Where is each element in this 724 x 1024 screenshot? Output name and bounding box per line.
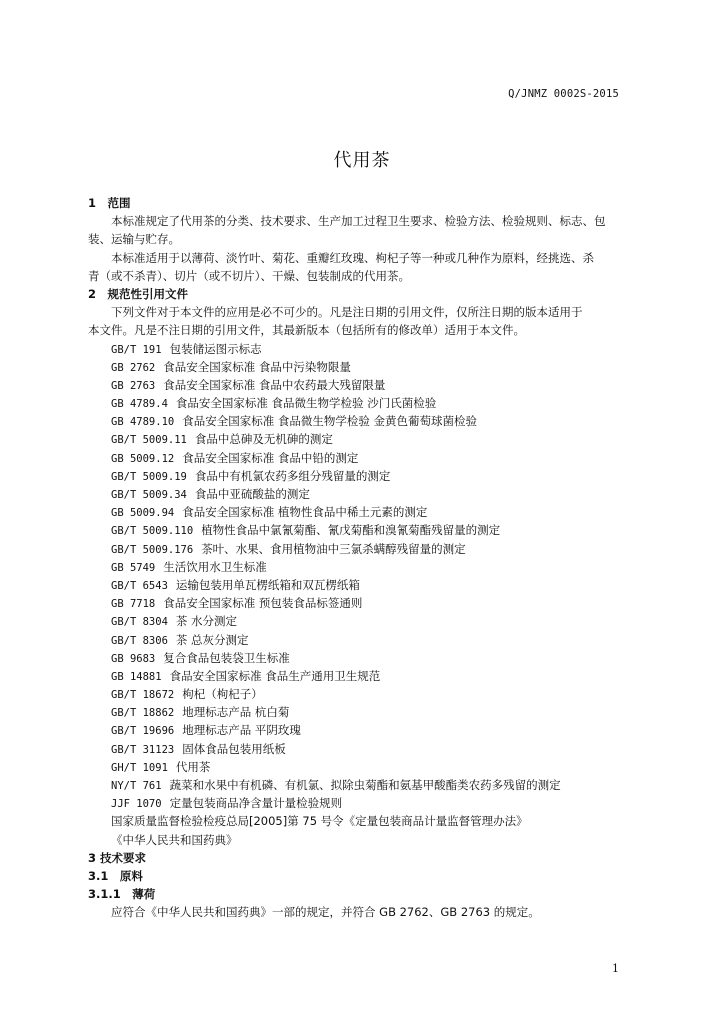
reference-item <box>88 576 636 594</box>
paragraph-line: 本标准规定了代用茶的分类、技术要求、生产加工过程卫生要求、检验方法、检验规则、标志、包 <box>111 214 606 229</box>
reference-title: 包装储运图示标志 <box>169 341 262 356</box>
reference-item <box>88 740 636 758</box>
reference-title: 食品中亚硫酸盐的测定 <box>194 487 310 501</box>
reference-code: GB/T 18862 <box>111 707 175 720</box>
reference-code: GB/T 18672 <box>111 689 175 702</box>
reference-code: GB 2762 <box>111 361 156 374</box>
reference-item <box>88 412 636 430</box>
document-code: Q/JNMZ 0002S-2015 <box>508 88 619 100</box>
reference-item <box>88 594 636 612</box>
reference-item <box>88 358 636 376</box>
reference-item <box>88 649 636 667</box>
reference-code: GB/T 5009.34 <box>111 489 187 501</box>
reference-title: 食品安全国家标准 食品微生物学检验 金黄色葡萄球菌检验 <box>182 414 478 429</box>
section-3-heading: 3 技术要求 <box>88 850 147 865</box>
section-2-heading: 2 规范性引用文件 <box>88 286 189 301</box>
reference-title: 食品安全国家标准 食品中农药最大残留限量 <box>163 377 386 392</box>
reference-item <box>88 449 636 467</box>
reference-item <box>88 430 636 448</box>
reference-item <box>88 703 636 721</box>
reference-title: 地理标志产品 平阴玫瑰 <box>182 723 301 738</box>
reference-title: 食品安全国家标准 食品微生物学检验 沙门氏菌检验 <box>175 396 437 411</box>
reference-code: GB/T 5009.11 <box>111 434 187 447</box>
reference-extra: 国家质量监督检验检疫总局[2005]第 75 号令《定量包装商品计量监督管理办法》 <box>111 814 528 829</box>
reference-title: 植物性食品中氯氰菊酯、氰戊菊酯和溴氰菊酯残留量的测定 <box>201 523 501 538</box>
reference-code: JJF 1070 <box>111 798 162 811</box>
reference-item <box>88 394 636 412</box>
reference-code: GB 4789.10 <box>111 416 175 429</box>
reference-item <box>88 558 636 576</box>
reference-title: 运输包装用单瓦楞纸箱和双瓦楞纸箱 <box>175 577 360 592</box>
reference-item <box>88 540 636 558</box>
paragraph-line: 本文件。凡是不注日期的引用文件，其最新版本（包括所有的修改单）适用于本文件。 <box>88 323 525 338</box>
reference-code: GB 2763 <box>111 379 156 392</box>
reference-code: NY/T 761 <box>111 780 162 792</box>
reference-title: 食品安全国家标准 食品中铅的测定 <box>182 450 359 465</box>
reference-title: 生活饮用水卫生标准 <box>163 559 267 574</box>
document-body <box>88 194 636 922</box>
reference-code: GB/T 5009.19 <box>111 470 187 483</box>
reference-item <box>88 485 636 503</box>
reference-title: 食品安全国家标准 植物性食品中稀土元素的测定 <box>182 505 428 520</box>
reference-code: GB 5009.94 <box>111 507 175 520</box>
paragraph-line: 装、运输与贮存。 <box>88 232 180 247</box>
reference-code: GB/T 19696 <box>111 725 175 738</box>
reference-code: GB 9683 <box>111 652 156 665</box>
reference-item <box>88 776 636 794</box>
reference-item <box>88 467 636 485</box>
reference-title: 食品安全国家标准 食品生产通用卫生规范 <box>169 668 381 683</box>
reference-item <box>88 340 636 358</box>
reference-item <box>88 631 636 649</box>
page-title: 代用茶 <box>333 150 391 171</box>
reference-title: 茶叶、水果、食用植物油中三氯杀螨醇残留量的测定 <box>201 541 466 556</box>
reference-item <box>88 794 636 812</box>
paragraph-line: 青（或不杀青）、切片（或不切片）、干燥、包装制成的代用茶。 <box>88 268 410 283</box>
reference-code: GB/T 5009.110 <box>111 525 194 538</box>
section-1-heading: 1 范围 <box>88 196 131 210</box>
reference-title: 复合食品包装袋卫生标准 <box>163 650 290 665</box>
paragraph-line: 本标准适用于以薄荷、淡竹叶、菊花、重瓣红玫瑰、枸杞子等一种或几种作为原料，经挑选、杀 <box>111 250 594 265</box>
reference-code: GB/T 6543 <box>111 579 168 592</box>
reference-code: GB/T 31123 <box>111 743 175 756</box>
section-3-1-heading: 3.1 原料 <box>88 868 143 883</box>
reference-code: GB/T 8306 <box>111 634 168 647</box>
paragraph-line: 应符合《中华人民共和国药典》一部的规定，并符合 GB 2762、GB 2763 的规定。 <box>111 905 540 920</box>
reference-title: 代用茶 <box>175 759 211 774</box>
reference-item <box>88 612 636 630</box>
reference-code: GB 4789.4 <box>111 398 168 411</box>
reference-code: GB 5009.12 <box>111 452 175 465</box>
reference-item <box>88 667 636 685</box>
reference-title: 枸杞（枸杞子） <box>182 687 263 702</box>
reference-item <box>88 685 636 703</box>
reference-item <box>88 721 636 739</box>
reference-item <box>88 503 636 521</box>
reference-title: 茶 水分测定 <box>175 614 238 629</box>
section-3-1-1-heading: 3.1.1 薄荷 <box>88 887 156 902</box>
reference-title: 食品中总砷及无机砷的测定 <box>194 432 333 447</box>
reference-title: 地理标志产品 杭白菊 <box>182 705 290 720</box>
reference-code: GB/T 8304 <box>111 616 168 629</box>
reference-code: GB 5749 <box>111 561 156 574</box>
reference-extra: 《中华人民共和国药典》 <box>111 832 238 847</box>
reference-title: 定量包装商品净含量计量检验规则 <box>169 796 343 811</box>
reference-title: 食品安全国家标准 预包装食品标签通则 <box>163 596 363 611</box>
reference-title: 茶 总灰分测定 <box>175 632 249 647</box>
page-number: 1 <box>612 962 619 975</box>
reference-code: GB 7718 <box>111 598 156 611</box>
reference-code: GB/T 5009.176 <box>111 543 194 556</box>
reference-title: 食品中有机氯农药多组分残留量的测定 <box>194 468 391 483</box>
reference-code: GB 14881 <box>111 670 162 683</box>
reference-title: 蔬菜和水果中有机磷、有机氯、拟除虫菊酯和氨基甲酸酯类农药多残留的测定 <box>169 778 561 792</box>
paragraph-line: 下列文件对于本文件的应用是必不可少的。凡是注日期的引用文件，仅所注日期的版本适用于 <box>111 305 583 320</box>
reference-item <box>88 521 636 539</box>
reference-title: 固体食品包装用纸板 <box>182 741 286 756</box>
reference-item <box>88 758 636 776</box>
reference-title: 食品安全国家标准 食品中污染物限量 <box>163 359 351 374</box>
reference-item <box>88 376 636 394</box>
reference-code: GB/T 191 <box>111 343 162 356</box>
reference-code: GH/T 1091 <box>111 761 168 774</box>
